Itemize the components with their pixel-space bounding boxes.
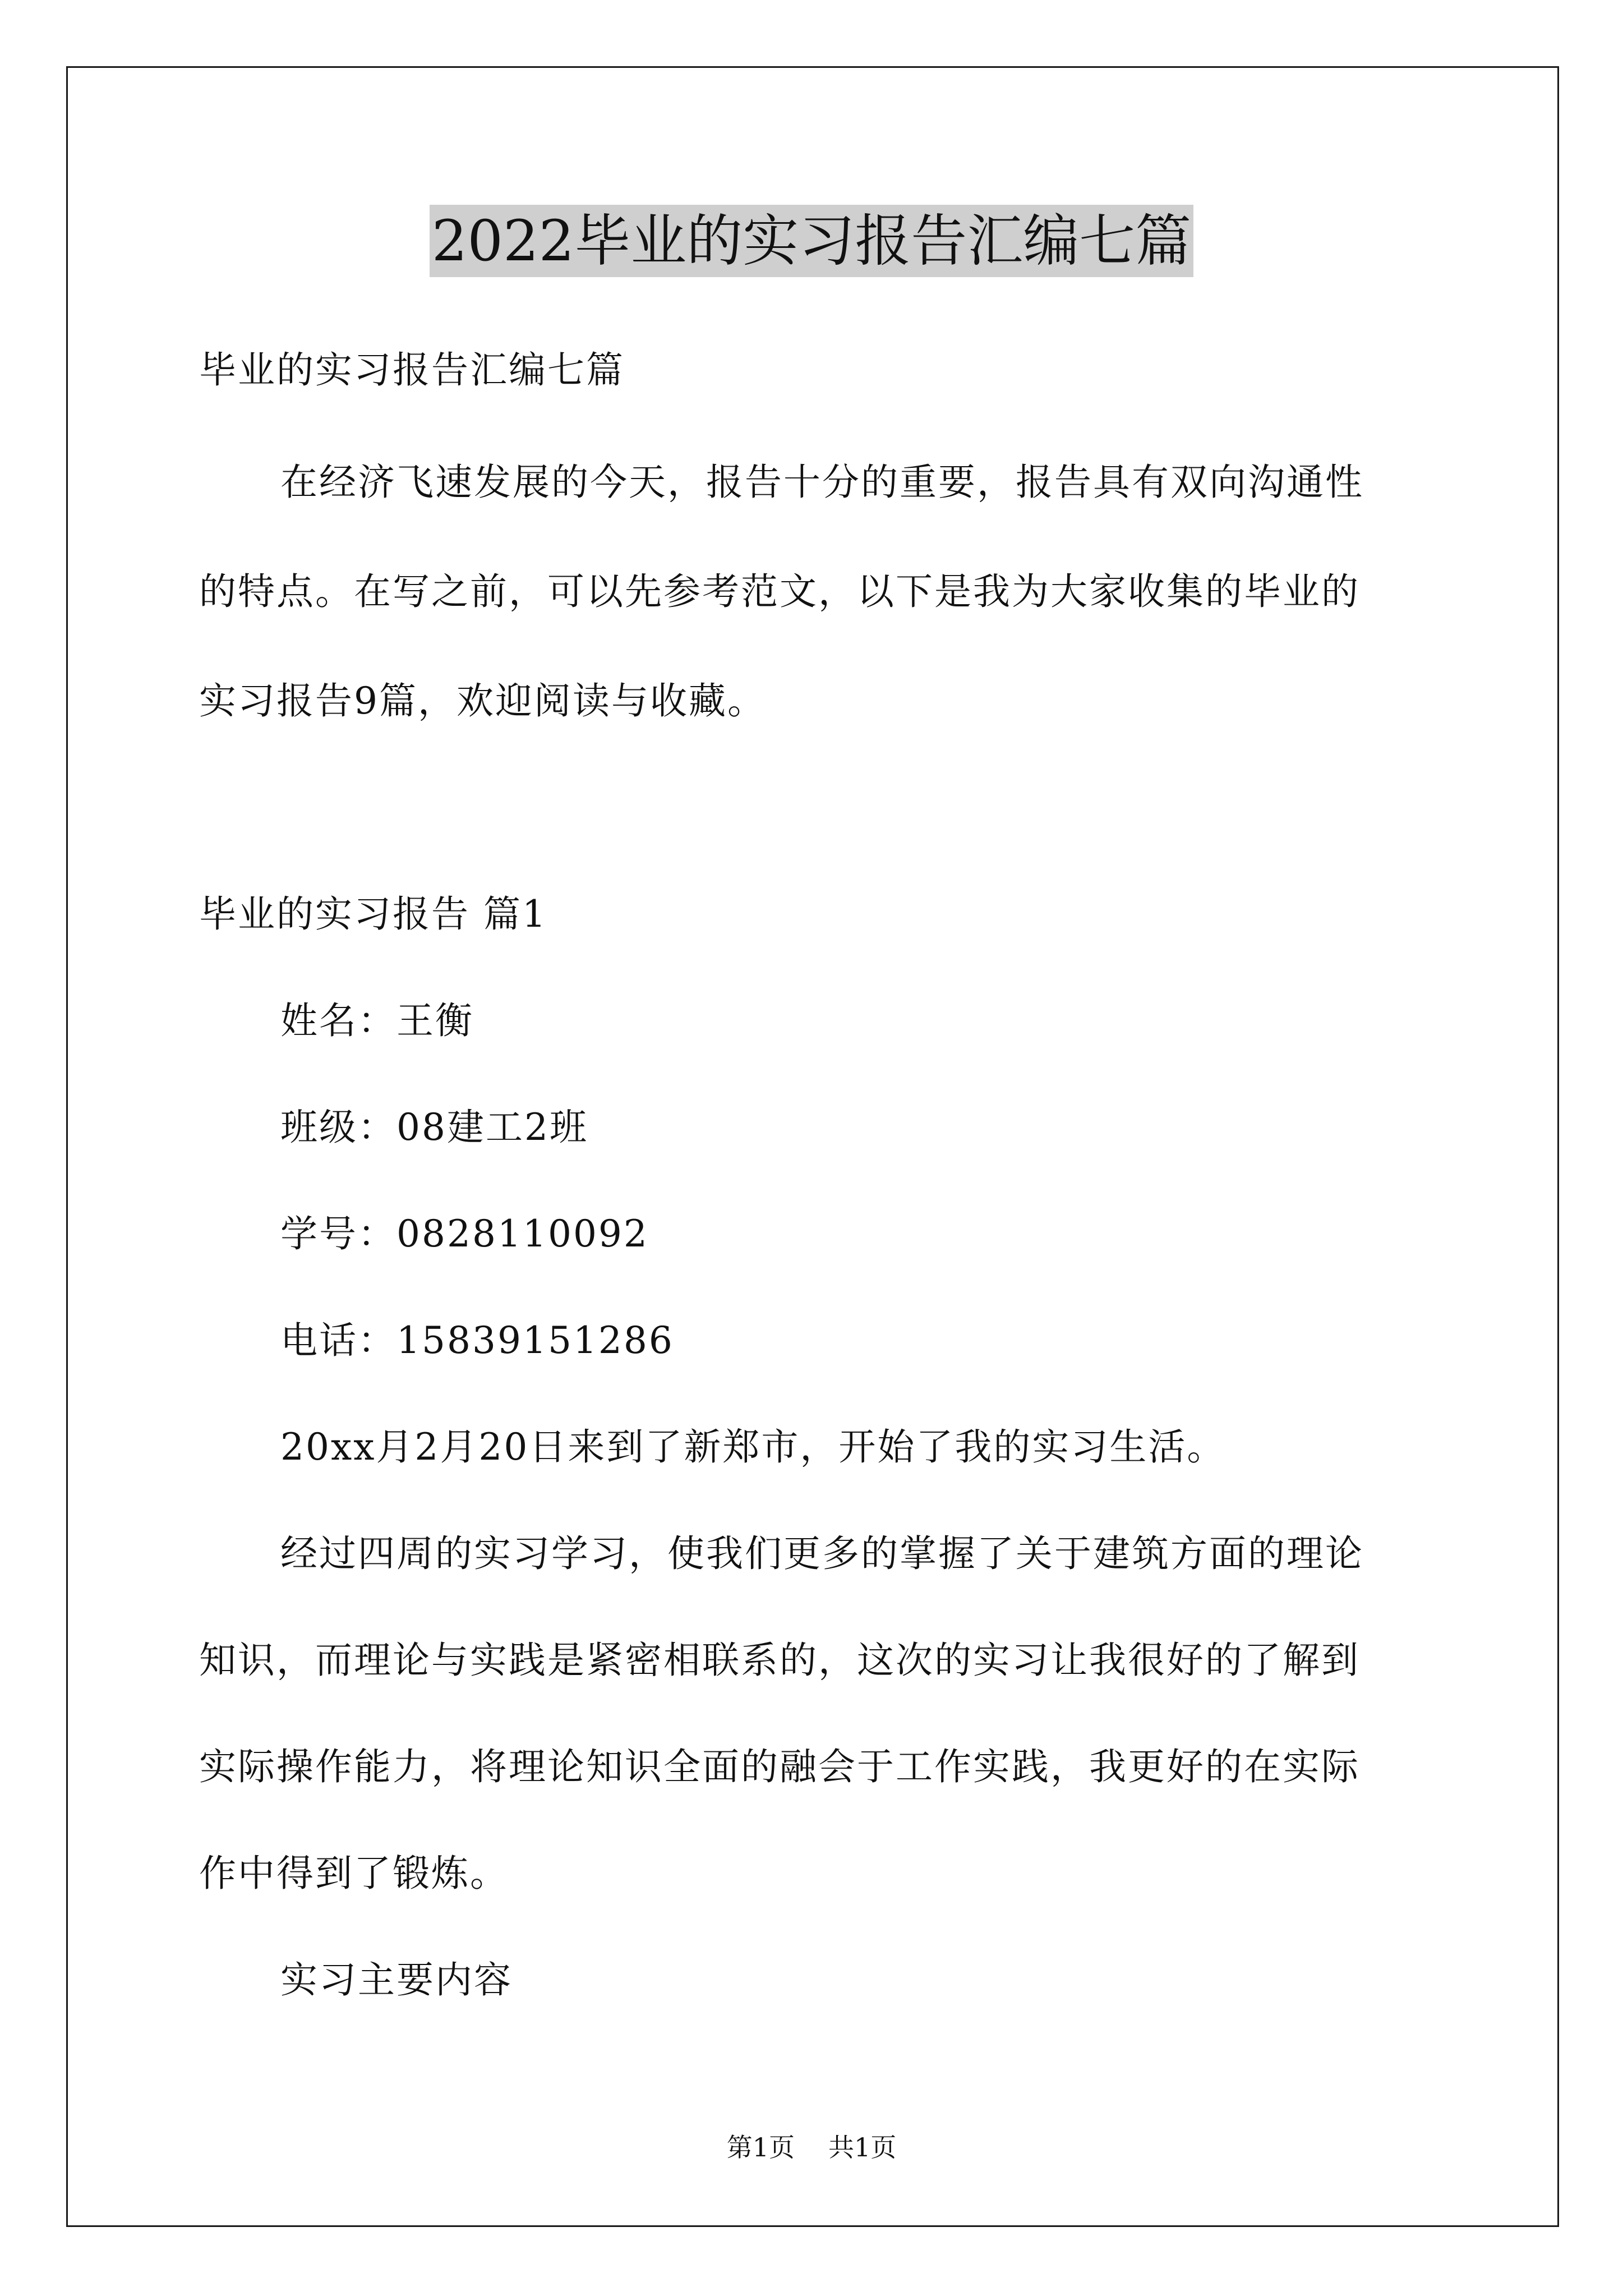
page-current: 第1页 (726, 2132, 795, 2162)
body-line-4: 作中得到了锻炼。 (199, 1852, 509, 1895)
section-heading: 毕业的实习报告 篇1 (199, 892, 547, 936)
body-line-3: 实际操作能力，将理论知识全面的融会于工作实践，我更好的在实际 (199, 1745, 1360, 1788)
intro-line-2: 的特点。在写之前，可以先参考范文，以下是我为大家收集的毕业的 (199, 570, 1360, 613)
page-footer (0, 2131, 1623, 2164)
info-student-id: 学号：0828110092 (280, 1212, 649, 1255)
body-line-1: 经过四周的实习学习，使我们更多的掌握了关于建筑方面的理论 (280, 1532, 1364, 1575)
document-title (0, 202, 1623, 280)
page-total: 共1页 (828, 2132, 897, 2162)
intro-line-3: 实习报告9篇，欢迎阅读与收藏。 (199, 679, 766, 723)
info-class: 班级：08建工2班 (280, 1106, 588, 1149)
info-name: 姓名：王衡 (280, 999, 474, 1042)
intro-line-1: 在经济飞速发展的今天，报告十分的重要，报告具有双向沟通性 (280, 461, 1364, 504)
title-text: 2022毕业的实习报告汇编七篇 (430, 205, 1194, 277)
body-line-2: 知识，而理论与实践是紧密相联系的，这次的实习让我很好的了解到 (199, 1639, 1360, 1682)
subtitle: 毕业的实习报告汇编七篇 (199, 348, 625, 392)
arrival-paragraph: 20xx月2月20日来到了新郑市，开始了我的实习生活。 (280, 1425, 1226, 1469)
info-phone: 电话：15839151286 (280, 1319, 674, 1362)
subheading: 实习主要内容 (280, 1958, 513, 2001)
